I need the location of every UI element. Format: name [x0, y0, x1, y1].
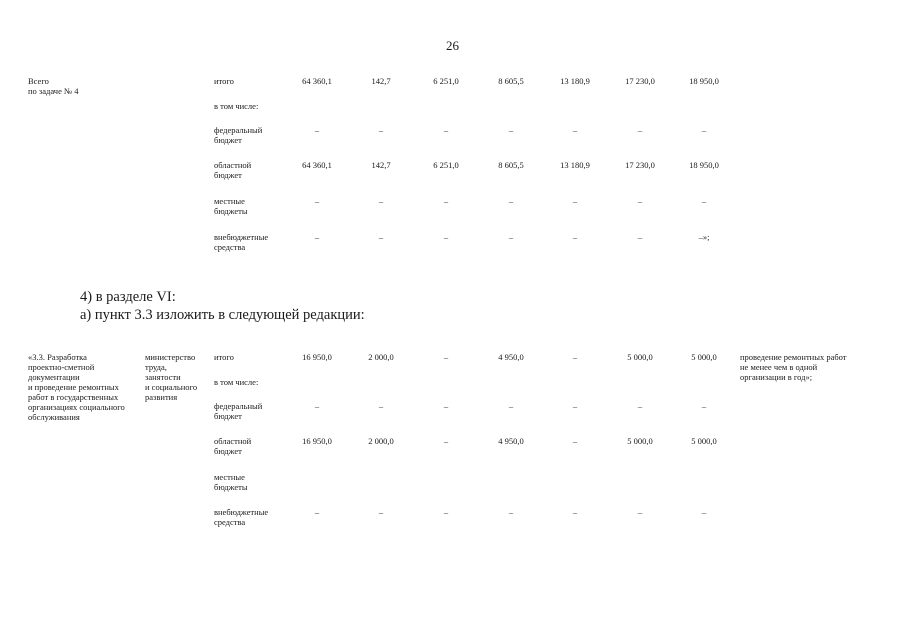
value-cell: – — [378, 125, 384, 135]
value-cell: 13 180,9 — [560, 76, 590, 86]
value-cell: – — [508, 401, 514, 411]
value-cell: – — [443, 232, 449, 242]
value-cell: – — [508, 196, 514, 206]
table2-result: проведение ремонтных работ не менее чем в одной организации в год»; — [740, 352, 847, 382]
value-cell: 17 230,0 — [625, 160, 655, 170]
value-cell: – — [701, 196, 707, 206]
value-cell: 4 950,0 — [498, 436, 524, 446]
value-cell: – — [508, 507, 514, 517]
value-cell: –»; — [698, 232, 710, 242]
value-cell: – — [572, 196, 578, 206]
value-cell: – — [314, 196, 320, 206]
value-cell: 5 000,0 — [627, 352, 653, 362]
value-cell: 6 251,0 — [433, 160, 459, 170]
value-cell: – — [378, 401, 384, 411]
value-cell: – — [572, 507, 578, 517]
row-label: итого — [214, 352, 234, 362]
value-cell: 17 230,0 — [625, 76, 655, 86]
value-cell: – — [443, 507, 449, 517]
row-label: областной бюджет — [214, 160, 252, 180]
value-cell: 13 180,9 — [560, 160, 590, 170]
page-number: 26 — [446, 38, 459, 53]
value-cell: 64 360,1 — [302, 160, 332, 170]
value-cell: – — [701, 125, 707, 135]
section-line: 4) в разделе VI: — [80, 289, 176, 305]
row-label: федеральный бюджет — [214, 401, 263, 421]
value-cell: – — [378, 232, 384, 242]
value-cell: – — [508, 232, 514, 242]
value-cell: – — [443, 401, 449, 411]
row-label: федеральный бюджет — [214, 125, 263, 145]
value-cell: 5 000,0 — [627, 436, 653, 446]
value-cell: 18 950,0 — [689, 76, 719, 86]
value-cell: 142,7 — [371, 160, 391, 170]
value-cell: 6 251,0 — [433, 76, 459, 86]
value-cell: 8 605,5 — [498, 160, 524, 170]
value-cell: – — [637, 507, 643, 517]
row-label: местные бюджеты — [214, 472, 248, 492]
value-cell: – — [443, 436, 449, 446]
value-cell: – — [572, 125, 578, 135]
value-cell: – — [701, 401, 707, 411]
row-label: местные бюджеты — [214, 196, 248, 216]
value-cell: – — [443, 125, 449, 135]
row-label: в том числе: — [214, 377, 259, 387]
value-cell: – — [572, 352, 578, 362]
value-cell: 5 000,0 — [691, 436, 717, 446]
value-cell: – — [637, 401, 643, 411]
value-cell: 16 950,0 — [302, 352, 332, 362]
row-label: областной бюджет — [214, 436, 252, 456]
value-cell: – — [378, 507, 384, 517]
value-cell: – — [378, 196, 384, 206]
value-cell: – — [637, 196, 643, 206]
value-cell: – — [443, 196, 449, 206]
row-label: в том числе: — [214, 101, 259, 111]
value-cell: – — [572, 232, 578, 242]
value-cell: – — [572, 401, 578, 411]
table1-title: Всего по задаче № 4 — [28, 76, 79, 96]
value-cell: – — [637, 125, 643, 135]
table2-executor: министерство труда, занятости и социального развития — [145, 352, 198, 402]
row-label: итого — [214, 76, 234, 86]
value-cell: 16 950,0 — [302, 436, 332, 446]
value-cell: 8 605,5 — [498, 76, 524, 86]
value-cell: – — [314, 125, 320, 135]
value-cell: 2 000,0 — [368, 436, 394, 446]
value-cell: 5 000,0 — [691, 352, 717, 362]
value-cell: – — [443, 352, 449, 362]
value-cell: 2 000,0 — [368, 352, 394, 362]
value-cell: – — [314, 401, 320, 411]
value-cell: – — [637, 232, 643, 242]
item-line: а) пункт 3.3 изложить в следующей редакции: — [80, 307, 365, 323]
value-cell: – — [314, 507, 320, 517]
value-cell: 64 360,1 — [302, 76, 332, 86]
value-cell: 18 950,0 — [689, 160, 719, 170]
row-label: внебюджетные средства — [214, 507, 269, 527]
value-cell: – — [314, 232, 320, 242]
row-label: внебюджетные средства — [214, 232, 269, 252]
value-cell: 4 950,0 — [498, 352, 524, 362]
value-cell: – — [572, 436, 578, 446]
value-cell: 142,7 — [371, 76, 391, 86]
value-cell: – — [701, 507, 707, 517]
table2-title: «3.3. Разработка проектно-сметной документации и проведение ремонтных работ в государственных организациях социального обслуживания — [28, 352, 125, 422]
value-cell: – — [508, 125, 514, 135]
